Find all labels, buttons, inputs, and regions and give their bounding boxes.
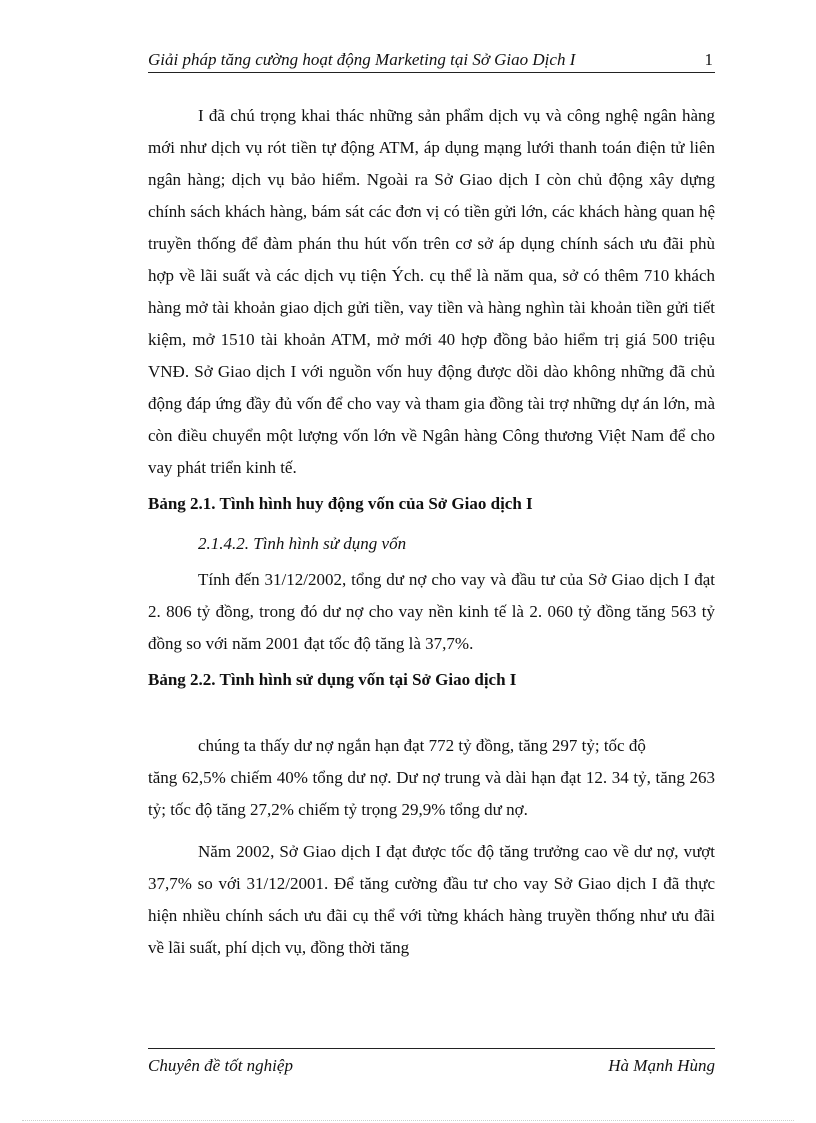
footer-author: Hà Mạnh Hùng [608,1056,715,1075]
page-number: 1 [704,50,713,69]
page-footer [148,1048,715,1075]
table-placeholder-space [148,700,715,730]
table-caption-2-1: Bảng 2.1. Tình hình huy động vốn của Sở Giao dịch I [148,494,533,513]
page-edge-line [22,1120,794,1121]
paragraph-gap [148,826,715,836]
footer-left: Chuyên đề tốt nghiệp [148,1056,293,1075]
document-body [148,100,715,964]
paragraph-4: Năm 2002, Sở Giao dịch I đạt được tốc độ tăng trưởng cao về dư nợ, vượt 37,7% so với 31/12/2001. Để tăng cường đầu tư cho vay Sở Giao dịch I đã thực hiện nhiều chính sách ưu đãi cụ thể với từng khách hàng truyền thống như ưu đãi về lãi suất, phí dịch vụ, đồng thời tăng [148,842,715,957]
header-title: Giải pháp tăng cường hoạt động Marketing tại Sở Giao Dịch I [148,50,576,69]
paragraph-3: tăng 62,5% chiếm 40% tổng dư nợ. Dư nợ trung và dài hạn đạt 12. 34 tỷ, tăng 263 tỷ; tốc độ tăng 27,2% chiếm tỷ trọng 29,9% tổng dư nợ. [148,768,715,819]
paragraph-1: I đã chú trọng khai thác những sản phẩm dịch vụ và công nghệ ngân hàng mới như dịch vụ rót tiền tự động ATM, áp dụng mạng lưới thanh toán điện tử liên ngân hàng; dịch vụ bảo hiểm. Ngoài ra Sở Giao dịch I còn chủ động xây dựng chính sách khách hàng, bám sát các đơn vị có tiền gửi lớn, các khách hàng quan hệ truyền thống để đàm phán thu hút vốn trên cơ sở áp dụng chính sách ưu đãi phù hợp về lãi suất và các dịch vụ tiện Ých. cụ thể là năm qua, sở có thêm 710 khách hàng mở tài khoản giao dịch gửi tiền, vay tiền và hàng nghìn tài khoản tiền gửi tiết kiệm, mở 1510 tài khoản ATM, mở mới 40 hợp đồng bảo hiểm trị giá 500 triệu VNĐ. Sở Giao dịch I với nguồn vốn huy động được dồi dào không những đã chủ động đáp ứng đầy đủ vốn để cho vay và tham gia đồng tài trợ những dự án lớn, mà còn điều chuyển một lượng vốn lớn về Ngân hàng Công thương Việt Nam để cho vay phát triển kinh tế. [148,106,715,477]
page-header [148,48,715,73]
table-caption-2-2: Bảng 2.2. Tình hình sử dụng vốn tại Sở Giao dịch I [148,670,517,689]
section-subheading: 2.1.4.2. Tình hình sử dụng vốn [198,534,407,553]
paragraph-2: Tính đến 31/12/2002, tổng dư nợ cho vay và đầu tư của Sở Giao dịch I đạt 2. 806 tỷ đồng, trong đó dư nợ cho vay nền kinh tế là 2. 060 tỷ đồng tăng 563 tỷ đồng so với năm 2001 đạt tốc độ tăng là 37,7%. [148,570,715,653]
paragraph-3-first-line: chúng ta thấy dư nợ ngắn hạn đạt 772 tỷ đồng, tăng 297 tỷ; tốc độ [198,736,646,755]
